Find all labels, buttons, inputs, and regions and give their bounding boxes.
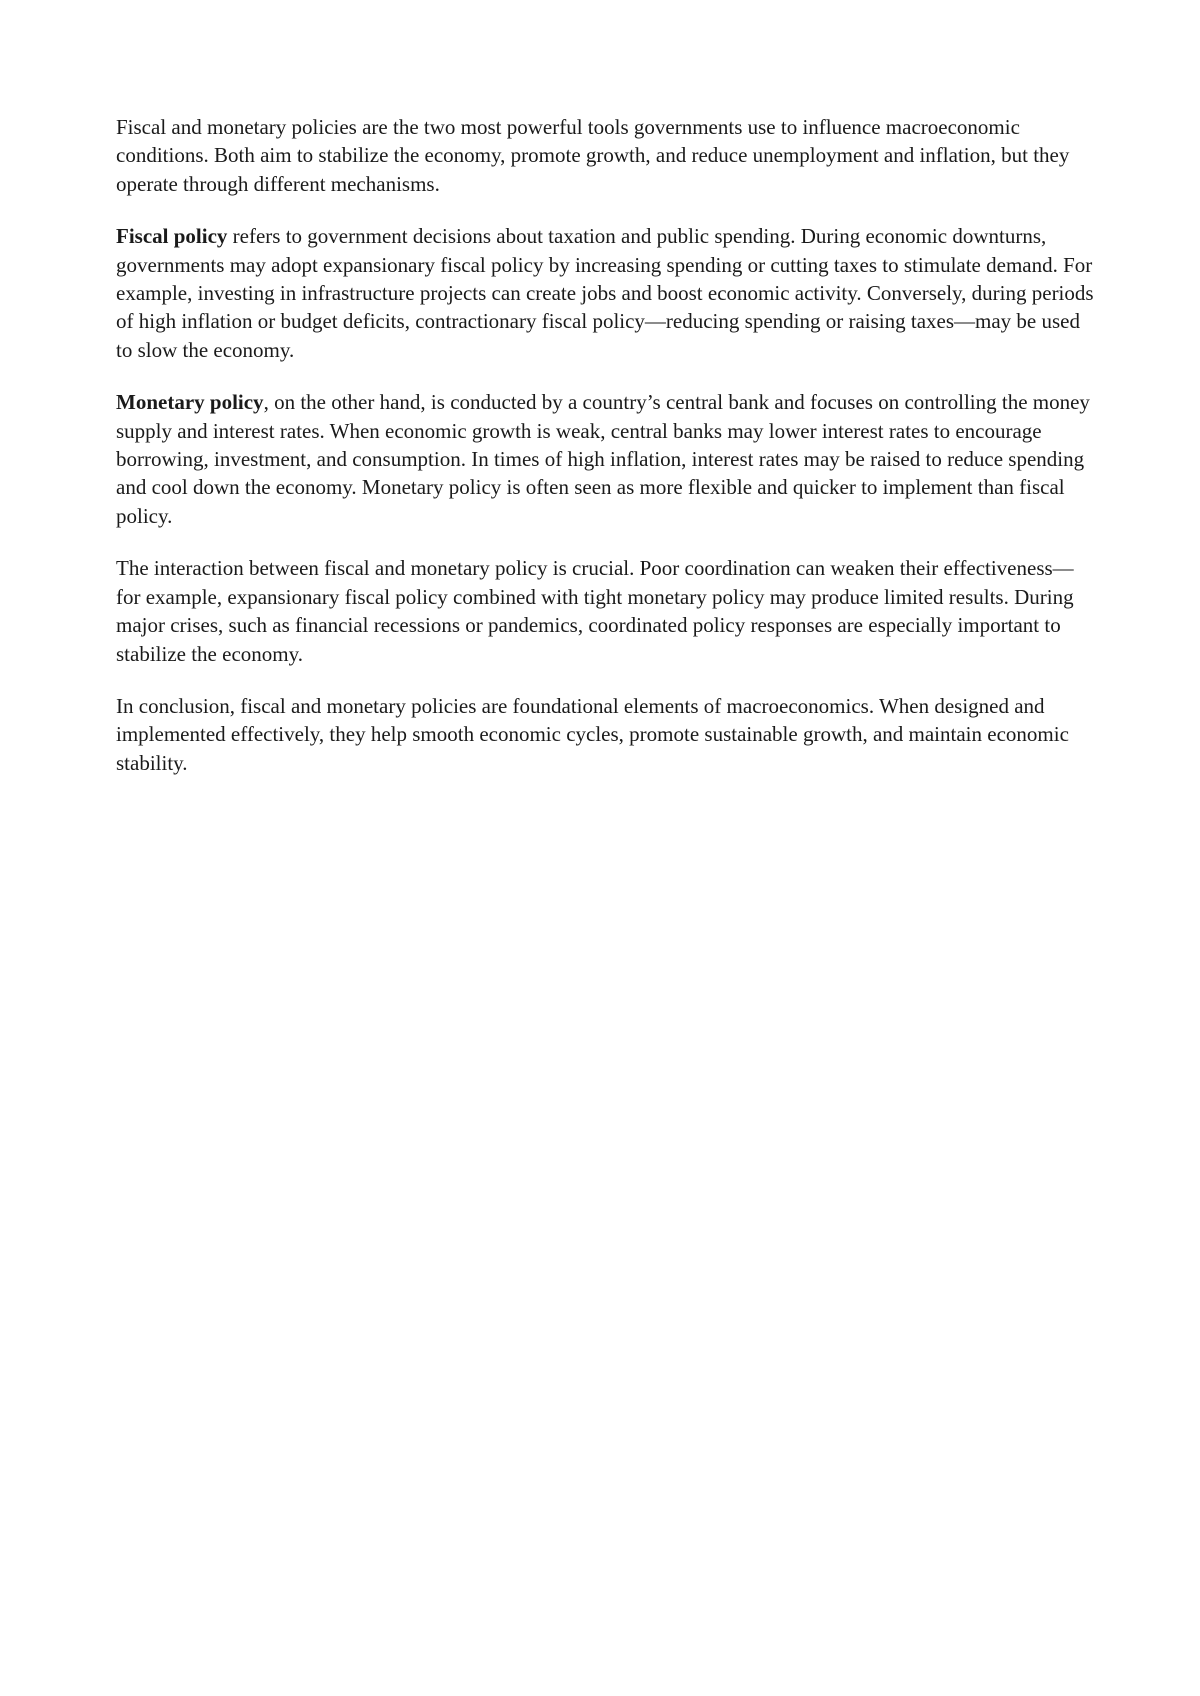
monetary-policy-term: Monetary policy: [116, 390, 264, 415]
paragraph-intro-text: Fiscal and monetary policies are the two most powerful tools governments use to influence macroeconomic conditions. Both aim to stabilize the economy, promote growth, and reduce unemployment and inflation, but they operate through different mechanisms.: [116, 115, 1070, 196]
paragraph-monetary-policy: [116, 388, 1096, 530]
document-body: [116, 113, 1096, 801]
paragraph-conclusion-text: In conclusion, fiscal and monetary policies are foundational elements of macroeconomics. When designed and implemented effectively, they help smooth economic cycles, promote sustainable growth, and maintain economic stability.: [116, 693, 1069, 775]
paragraph-fiscal-policy-text: refers to government decisions about taxation and public spending. During economic downturns, governments may adopt expansionary fiscal policy by increasing spending or cutting taxes to stimulate demand. For example, investing in infrastructure projects can create jobs and boost economic activity. Conversely, during periods of high inflation or budget deficits, contractionary fiscal policy—reducing spending or raising taxes—may be used to slow the economy.: [116, 224, 1094, 362]
fiscal-policy-term: Fiscal policy: [116, 224, 228, 249]
paragraph-intro: [116, 113, 1096, 198]
paragraph-interaction: [116, 554, 1096, 668]
paragraph-interaction-text: The interaction between fiscal and monetary policy is crucial. Poor coordination can weaken their effectiveness—for example, expansionary fiscal policy combined with tight monetary policy may produce limited results. During major crises, such as financial recessions or pandemics, coordinated policy responses are especially important to stabilize the economy.: [116, 556, 1074, 666]
paragraph-conclusion: [116, 692, 1096, 777]
paragraph-fiscal-policy: [116, 222, 1096, 364]
paragraph-monetary-policy-text: , on the other hand, is conducted by a country’s central bank and focuses on controlling the money supply and interest rates. When economic growth is weak, central banks may lower interest rates to encourage borrowing, investment, and consumption. In times of high inflation, interest rates may be raised to reduce spending and cool down the economy. Monetary policy is often seen as more flexible and quicker to implement than fiscal policy.: [116, 390, 1090, 528]
